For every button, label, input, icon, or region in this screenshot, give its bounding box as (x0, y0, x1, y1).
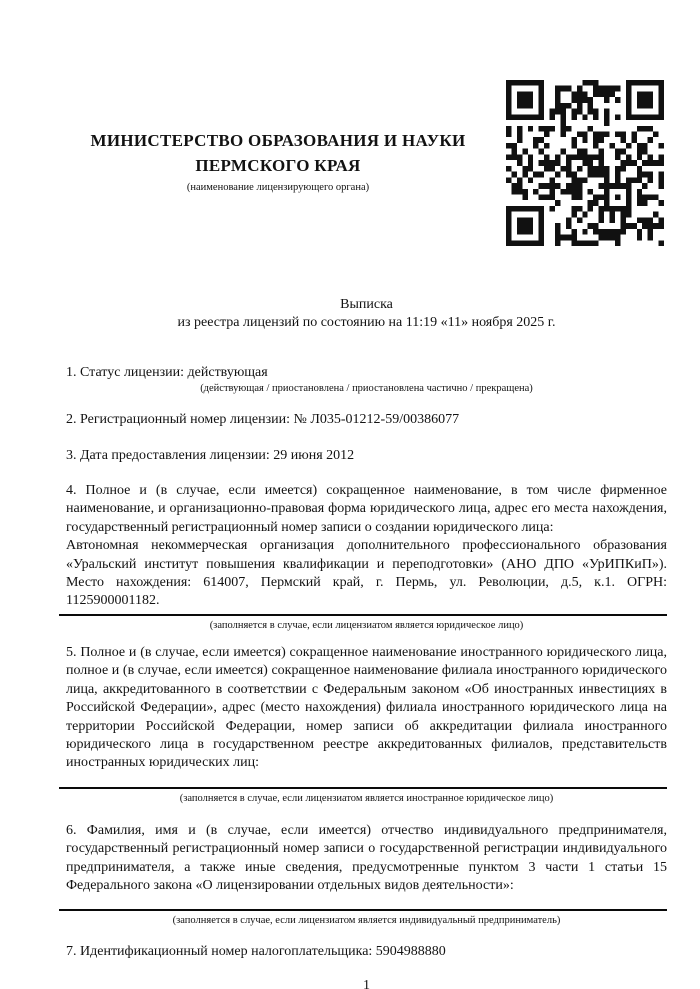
document-body (66, 296, 667, 989)
document-title-line1: Выписка (340, 297, 393, 312)
document-title-line2: из реестра лицензий по состоянию на 11:19 «11» ноября 2025 г. (177, 315, 556, 331)
item-7-taxpayer-number: 7. Идентификационный номер налогоплательщика: 5904988880 (66, 944, 446, 960)
item-1-license-status: 1. Статус лицензии: действующая (66, 364, 268, 380)
item-6-entrepreneur-label: 6. Фамилия, имя и (в случае, если имеется) отчество индивидуального предпринимателя, государственный регистрационный номер записи о государственной регистрации индивидуального предпринимателя, а также иные сведения, предусмотренные пунктом 3 части 1 статьи 15 Федерального закона «О лицензировании отдельных видов деятельности»: (66, 822, 667, 893)
item-4-note: (заполняется в случае, если лицензиатом является юридическое лицо) (209, 619, 524, 631)
item-5-foreign-entity-label: 5. Полное и (в случае, если имеется) сокращенное наименование иностранного юридического лица, полное и (в случае, если имеется) сокращенное наименование филиала иностранного юридического лица, аккредитованного в соответствии с Федеральным законом «Об иностранных инвестициях в Российской Федерации», адрес (место нахождения) филиала иностранного юридического лица на территории Российской Федерации, номер записи об аккредитации филиала иностранного юридического лица в государственном реестре аккредитованных филиалов, представительств иностранных юридических лиц: (66, 644, 667, 771)
fill-line-foreign-entity (59, 787, 667, 789)
page-number: 1 (363, 977, 370, 989)
item-1-note: (действующая / приостановлена / приостановлена частично / прекращена) (200, 383, 533, 395)
fill-line-legal-entity (59, 614, 667, 616)
ministry-caption: (наименование лицензирующего органа) (186, 182, 370, 193)
item-4-legal-entity-label: 4. Полное и (в случае, если имеется) сокращенное наименование, в том числе фирменное наименование, и организационно-правовая форма юридического лица, адрес его места нахождения, государственный регистрационный номер записи о создании юридического лица: (66, 483, 667, 535)
document-title (66, 296, 667, 333)
ministry-name (66, 128, 490, 178)
ministry-name-line2: ПЕРМСКОГО КРАЯ (195, 156, 361, 175)
item-5-note: (заполняется в случае, если лицензиатом является иностранное юридическое лицо) (179, 792, 554, 804)
fill-line-entrepreneur (59, 909, 667, 911)
item-3-grant-date: 3. Дата предоставления лицензии: 29 июня 2012 (66, 447, 355, 463)
qr-code (506, 80, 664, 246)
ministry-name-line1: МИНИСТЕРСТВО ОБРАЗОВАНИЯ И НАУКИ (90, 131, 466, 150)
item-4-legal-entity-value: Автономная некоммерческая организация дополнительного профессионального образования «Уральский институт повышения квалификации и переподготовки» (АНО ДПО «УрИПКиП»). Место нахождения: 614007, Пермский край, г. Пермь, ул. Революции, д.5, к.1. ОГРН: 1125900001182. (66, 538, 667, 609)
item-6-note: (заполняется в случае, если лицензиатом является индивидуальный предприниматель) (172, 915, 561, 927)
item-2-registration-number: 2. Регистрационный номер лицензии: № Л035-01212-59/00386077 (66, 412, 460, 428)
